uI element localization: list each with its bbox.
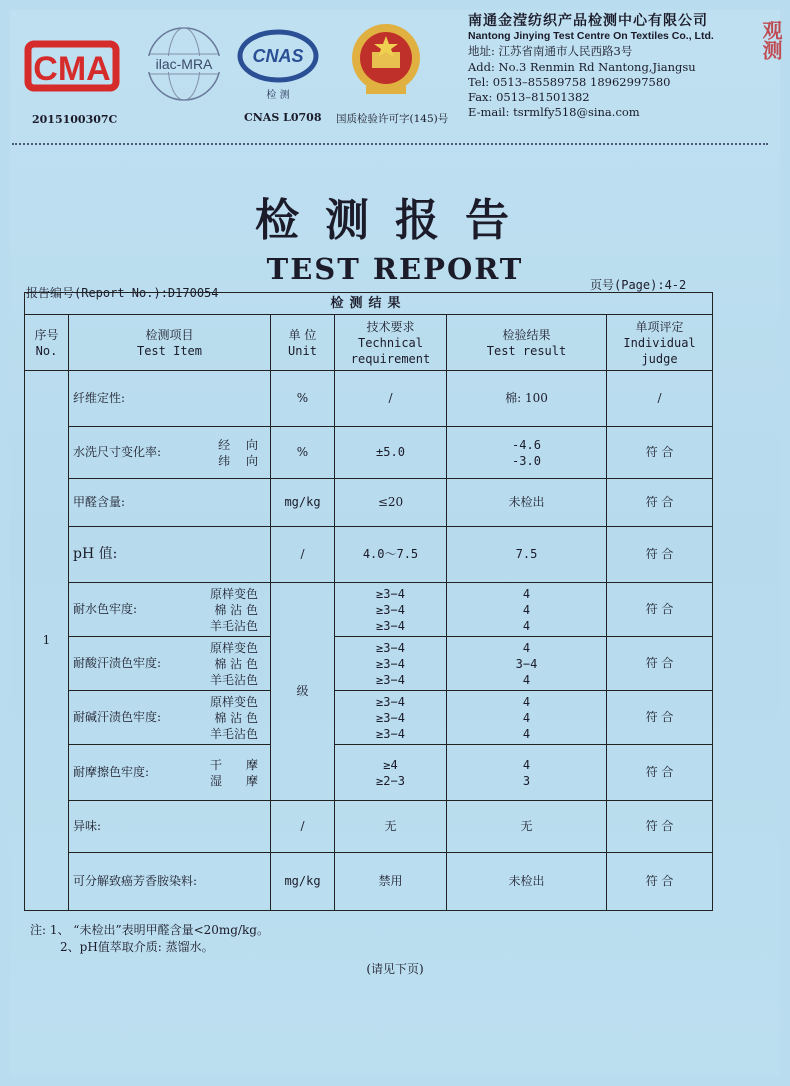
result: 4 bbox=[522, 672, 531, 687]
cma-caption: 2015100307C bbox=[32, 113, 118, 126]
judge: 符 合 bbox=[607, 583, 713, 637]
item-name: 可分解致癌芳香胺染料: bbox=[69, 853, 271, 911]
page-number: 页号(Page):4-2 bbox=[590, 278, 687, 292]
judge: 符 合 bbox=[607, 637, 713, 691]
judge: 符 合 bbox=[607, 745, 713, 801]
result: 4 bbox=[522, 726, 531, 741]
sub-item: 湿 摩 bbox=[209, 773, 258, 788]
judge: / bbox=[607, 371, 713, 427]
unit: mg/kg bbox=[271, 479, 335, 527]
requirement: ≥3−4 bbox=[376, 640, 405, 655]
result: 4 bbox=[522, 586, 531, 601]
company-info bbox=[468, 14, 714, 120]
result: 4 bbox=[522, 757, 531, 772]
requirement: 禁用 bbox=[335, 853, 447, 911]
header-item-en: Test Item bbox=[136, 343, 203, 358]
requirement: ≥3−4 bbox=[376, 618, 405, 633]
result: -3.0 bbox=[512, 453, 541, 468]
table-row bbox=[25, 691, 713, 745]
table-row bbox=[25, 427, 713, 479]
item-name: 耐酸汗渍色牢度: bbox=[73, 656, 162, 670]
requirement: ≤20 bbox=[335, 479, 447, 527]
header-result-cn: 检验结果 bbox=[502, 327, 551, 342]
sub-item: 棉 沾 色 bbox=[214, 602, 258, 617]
result: 4 bbox=[522, 694, 531, 709]
sub-item: 羊毛沾色 bbox=[209, 618, 258, 633]
telephone: Tel: 0513–85589758 18962997580 bbox=[468, 74, 671, 89]
table-row bbox=[25, 371, 713, 427]
judge: 符 合 bbox=[607, 479, 713, 527]
license-caption: 国质检验许可字(145)号 bbox=[336, 113, 449, 125]
sequence-number: 1 bbox=[25, 371, 69, 911]
table-caption: 检测结果 bbox=[25, 293, 713, 315]
table-row bbox=[25, 801, 713, 853]
result: 4 bbox=[522, 640, 531, 655]
table-row bbox=[25, 745, 713, 801]
requirement: ≥3−4 bbox=[376, 586, 405, 601]
requirement: ≥3−4 bbox=[376, 656, 405, 671]
table-row bbox=[25, 637, 713, 691]
header-result-en: Test result bbox=[486, 343, 567, 358]
item-name: 纤维定性: bbox=[69, 371, 271, 427]
table-header-row bbox=[25, 315, 713, 371]
requirement: ≥3−4 bbox=[376, 602, 405, 617]
sub-item: 原样变色 bbox=[209, 640, 258, 655]
requirement: ≥3−4 bbox=[376, 726, 405, 741]
item-name: 甲醛含量: bbox=[69, 479, 271, 527]
header-req-en-2: requirement bbox=[350, 351, 431, 366]
item-name: 耐水色牢度: bbox=[73, 602, 138, 616]
header-judge-en-2: judge bbox=[641, 351, 678, 366]
sub-item: 干 摩 bbox=[209, 757, 258, 772]
table-row bbox=[25, 853, 713, 911]
result: 7.5 bbox=[447, 527, 607, 583]
judge: 符 合 bbox=[607, 853, 713, 911]
address-cn: 地址: 江苏省南通市人民西路3号 bbox=[468, 44, 633, 59]
header-req-en-1: Technical bbox=[357, 335, 424, 350]
requirement: ≥3−4 bbox=[376, 694, 405, 709]
item-name: pH 值: bbox=[69, 527, 271, 583]
title-en: TEST REPORT bbox=[266, 252, 524, 286]
address-en: Add: No.3 Renmin Rd Nantong,Jiangsu bbox=[468, 59, 696, 74]
cma-logo-text: CMA bbox=[33, 50, 111, 88]
header-no-en: No. bbox=[35, 343, 58, 358]
sub-item: 羊毛沾色 bbox=[209, 672, 258, 687]
result: 未检出 bbox=[447, 853, 607, 911]
company-name-cn: 南通金滢纺织产品检测中心有限公司 bbox=[468, 13, 708, 29]
cnas-sub-text: 检 测 bbox=[266, 90, 290, 101]
cnas-logo-icon bbox=[236, 26, 320, 102]
sub-item: 纬 向 bbox=[218, 453, 258, 468]
header-no-cn: 序号 bbox=[34, 327, 59, 342]
item-name: 耐碱汗渍色牢度: bbox=[73, 710, 162, 724]
report-number: 报告编号(Report No.):D170054 bbox=[26, 286, 219, 300]
header-divider bbox=[12, 143, 768, 145]
results-table bbox=[24, 292, 713, 911]
unit: / bbox=[271, 527, 335, 583]
sub-item: 棉 沾 色 bbox=[214, 710, 258, 725]
email: E-mail: tsrmlfy518@sina.com bbox=[468, 105, 640, 120]
result: -4.6 bbox=[512, 437, 541, 452]
requirement: / bbox=[335, 371, 447, 427]
result: 棉: 100 bbox=[447, 371, 607, 427]
judge: 符 合 bbox=[607, 691, 713, 745]
result: 3 bbox=[522, 773, 531, 788]
red-stamp: 观测 bbox=[759, 20, 783, 60]
sub-item: 原样变色 bbox=[209, 694, 258, 709]
notes bbox=[30, 922, 269, 956]
header-req-cn: 技术要求 bbox=[366, 319, 415, 334]
judge: 符 合 bbox=[607, 527, 713, 583]
result: 3−4 bbox=[515, 656, 538, 671]
requirement: ≥3−4 bbox=[376, 672, 405, 687]
judge: 符 合 bbox=[607, 801, 713, 853]
note-1: 注: 1、 “未检出”表明甲醛含量<20mg/kg。 bbox=[30, 923, 269, 937]
table-row bbox=[25, 527, 713, 583]
result: 4 bbox=[522, 710, 531, 725]
item-name: 水洗尺寸变化率: bbox=[73, 445, 162, 459]
title-cn: 检测报告 bbox=[255, 195, 535, 246]
unit: % bbox=[271, 427, 335, 479]
requirement: ±5.0 bbox=[335, 427, 447, 479]
cnas-logo-text: CNAS bbox=[252, 46, 304, 66]
cnas-caption: CNAS L0708 bbox=[244, 111, 322, 124]
continued-note: (请见下页) bbox=[366, 962, 424, 976]
requirement: ≥2−3 bbox=[376, 773, 405, 788]
judge: 符 合 bbox=[607, 427, 713, 479]
sub-item: 棉 沾 色 bbox=[214, 656, 258, 671]
header-unit-en: Unit bbox=[288, 343, 317, 358]
sub-item: 原样变色 bbox=[209, 586, 258, 601]
result: 未检出 bbox=[447, 479, 607, 527]
ilac-mra-logo-icon bbox=[140, 24, 228, 106]
sub-item: 经 向 bbox=[218, 437, 258, 452]
header-unit-cn: 单 位 bbox=[288, 327, 317, 342]
requirement: ≥3−4 bbox=[376, 710, 405, 725]
national-emblem-icon bbox=[348, 14, 424, 102]
table-row bbox=[25, 479, 713, 527]
cma-logo-icon bbox=[24, 36, 120, 96]
header-judge-cn: 单项评定 bbox=[635, 319, 684, 334]
requirement: ≥4 bbox=[383, 757, 398, 772]
note-2: 2、pH值萃取介质: 蒸馏水。 bbox=[60, 940, 214, 954]
result: 无 bbox=[447, 801, 607, 853]
company-name-en: Nantong Jinying Test Centre On Textiles Co., Ltd. bbox=[468, 30, 714, 43]
requirement: 无 bbox=[335, 801, 447, 853]
header-item-cn: 检测项目 bbox=[145, 327, 194, 342]
unit: mg/kg bbox=[271, 853, 335, 911]
sub-item: 羊毛沾色 bbox=[209, 726, 258, 741]
header-judge-en-1: Individual bbox=[623, 335, 696, 350]
fax: Fax: 0513–81501382 bbox=[468, 90, 590, 105]
grade-unit: 级 bbox=[271, 583, 335, 801]
unit: % bbox=[271, 371, 335, 427]
unit: / bbox=[271, 801, 335, 853]
result: 4 bbox=[522, 602, 531, 617]
item-name: 耐摩擦色牢度: bbox=[73, 765, 150, 779]
item-name: 异味: bbox=[69, 801, 271, 853]
table-row bbox=[25, 583, 713, 637]
result: 4 bbox=[522, 618, 531, 633]
ilac-logo-text: ilac-MRA bbox=[155, 56, 213, 72]
requirement: 4.0～7.5 bbox=[335, 527, 447, 583]
